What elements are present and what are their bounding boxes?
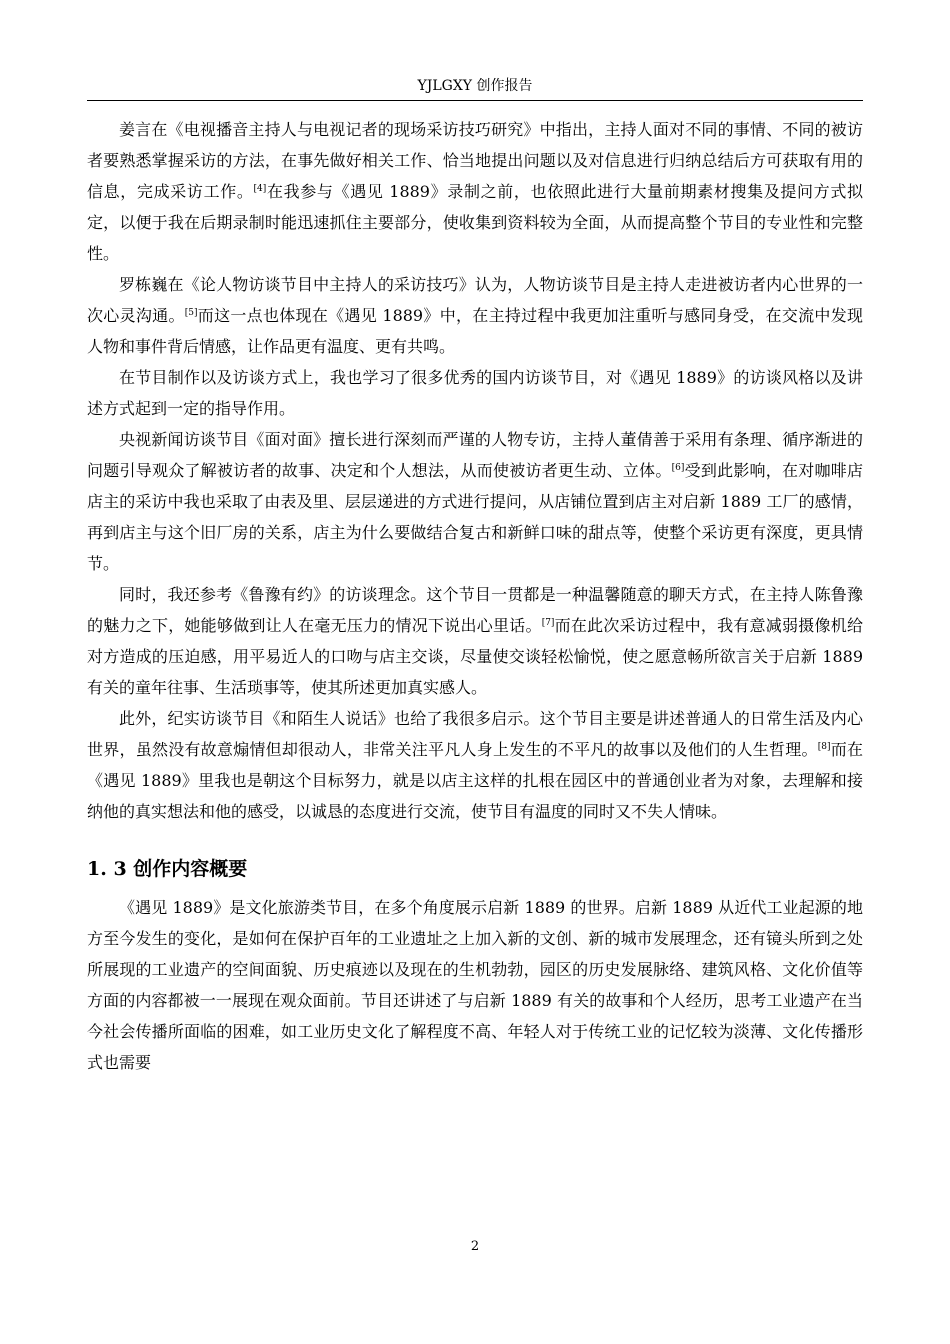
citation-ref: [6] [671,463,685,473]
paragraph: 在节目制作以及访谈方式上，我也学习了很多优秀的国内访谈节目，对《遇见 1889》的访谈风格以及讲述方式起到一定的指导作用。 [87,368,863,418]
paragraph: 《遇见 1889》是文化旅游类节目，在多个角度展示启新 1889 的世界。启新 1889 从近代工业起源的地方至今发生的变化，是如何在保护百年的工业遗址之上加入新的文创、新的城市发展理念，还有镜头所到之处所展现的工业遗产的空间面貌、历史痕迹以及现在的生机勃勃，园区的历史发展脉络、建筑风格、文化价值等方面的内容都被一一展现在观众面前。节目还讲述了与启新 1889 有关的故事和个人经历，思考工业遗产在当今社会传播所面临的困难，如工业历史文化了解程度不高、年轻人对于传统工业的记忆较为淡薄、文化传播形式也需要 [87,898,863,1072]
section-heading: 1. 3 创作内容概要 [87,858,248,880]
paragraph: 姜言在《电视播音主持人与电视记者的现场采访技巧研究》中指出，主持人面对不同的事情、不同的被访者要熟悉掌握采访的方法，在事先做好相关工作、恰当地提出问题以及对信息进行归纳总结后方可获取有用的信息，完成采访工作。[4]在我参与《遇见 1889》录制之前，也依照此进行大量前期素材搜集及提问方式拟定，以便于我在后期录制时能迅速抓住主要部分，使收集到资料较为全面，从而提高整个节目的专业性和完整性。 [87,120,863,263]
paragraph: 央视新闻访谈节目《面对面》擅长进行深刻而严谨的人物专访，主持人董倩善于采用有条理、循序渐进的问题引导观众了解被访者的故事、决定和个人想法，从而使被访者更生动、立体。[6]受到此影响，在对咖啡店店主的采访中我也采取了由表及里、层层递进的方式进行提问，从店铺位置到店主对启新 1889 工厂的感情，再到店主与这个旧厂房的关系，店主为什么要做结合复古和新鲜口味的甜点等，使整个采访更有深度，更具情节。 [87,430,863,573]
citation-ref: [8] [817,742,831,752]
paragraph: 罗栋巍在《论人物访谈节目中主持人的采访技巧》认为，人物访谈节目是主持人走进被访者内心世界的一次心灵沟通。[5]而这一点也体现在《遇见 1889》中，在主持过程中我更加注重听与感同身受，在交流中发现人物和事件背后情感，让作品更有温度、更有共鸣。 [87,275,863,356]
page-number: 2 [470,1239,480,1254]
citation-ref: [4] [253,184,267,194]
paragraph: 同时，我还参考《鲁豫有约》的访谈理念。这个节目一贯都是一种温馨随意的聊天方式，在主持人陈鲁豫的魅力之下，她能够做到让人在毫无压力的情况下说出心里话。[7]而在此次采访过程中，我有意减弱摄像机给对方造成的压迫感，用平易近人的口吻与店主交谈，尽量使交谈轻松愉悦，使之愿意畅所欲言关于启新 1889 有关的童年往事、生活琐事等，使其所述更加真实感人。 [87,585,863,697]
citation-ref: [7] [541,618,555,628]
header-divider [87,100,863,101]
paragraph: 此外，纪实访谈节目《和陌生人说话》也给了我很多启示。这个节目主要是讲述普通人的日常生活及内心世界，虽然没有故意煽情但却很动人，非常关注平凡人身上发生的不平凡的故事以及他们的人生哲理。[8]而在《遇见 1889》里我也是朝这个目标努力，就是以店主这样的扎根在园区中的普通创业者为对象，去理解和接纳他的真实想法和他的感受，以诚恳的态度进行交流，使节目有温度的同时又不失人情味。 [87,709,863,821]
citation-ref: [5] [184,308,198,318]
document-body [87,114,863,1078]
page-header: YJLGXY 创作报告 [417,78,533,94]
